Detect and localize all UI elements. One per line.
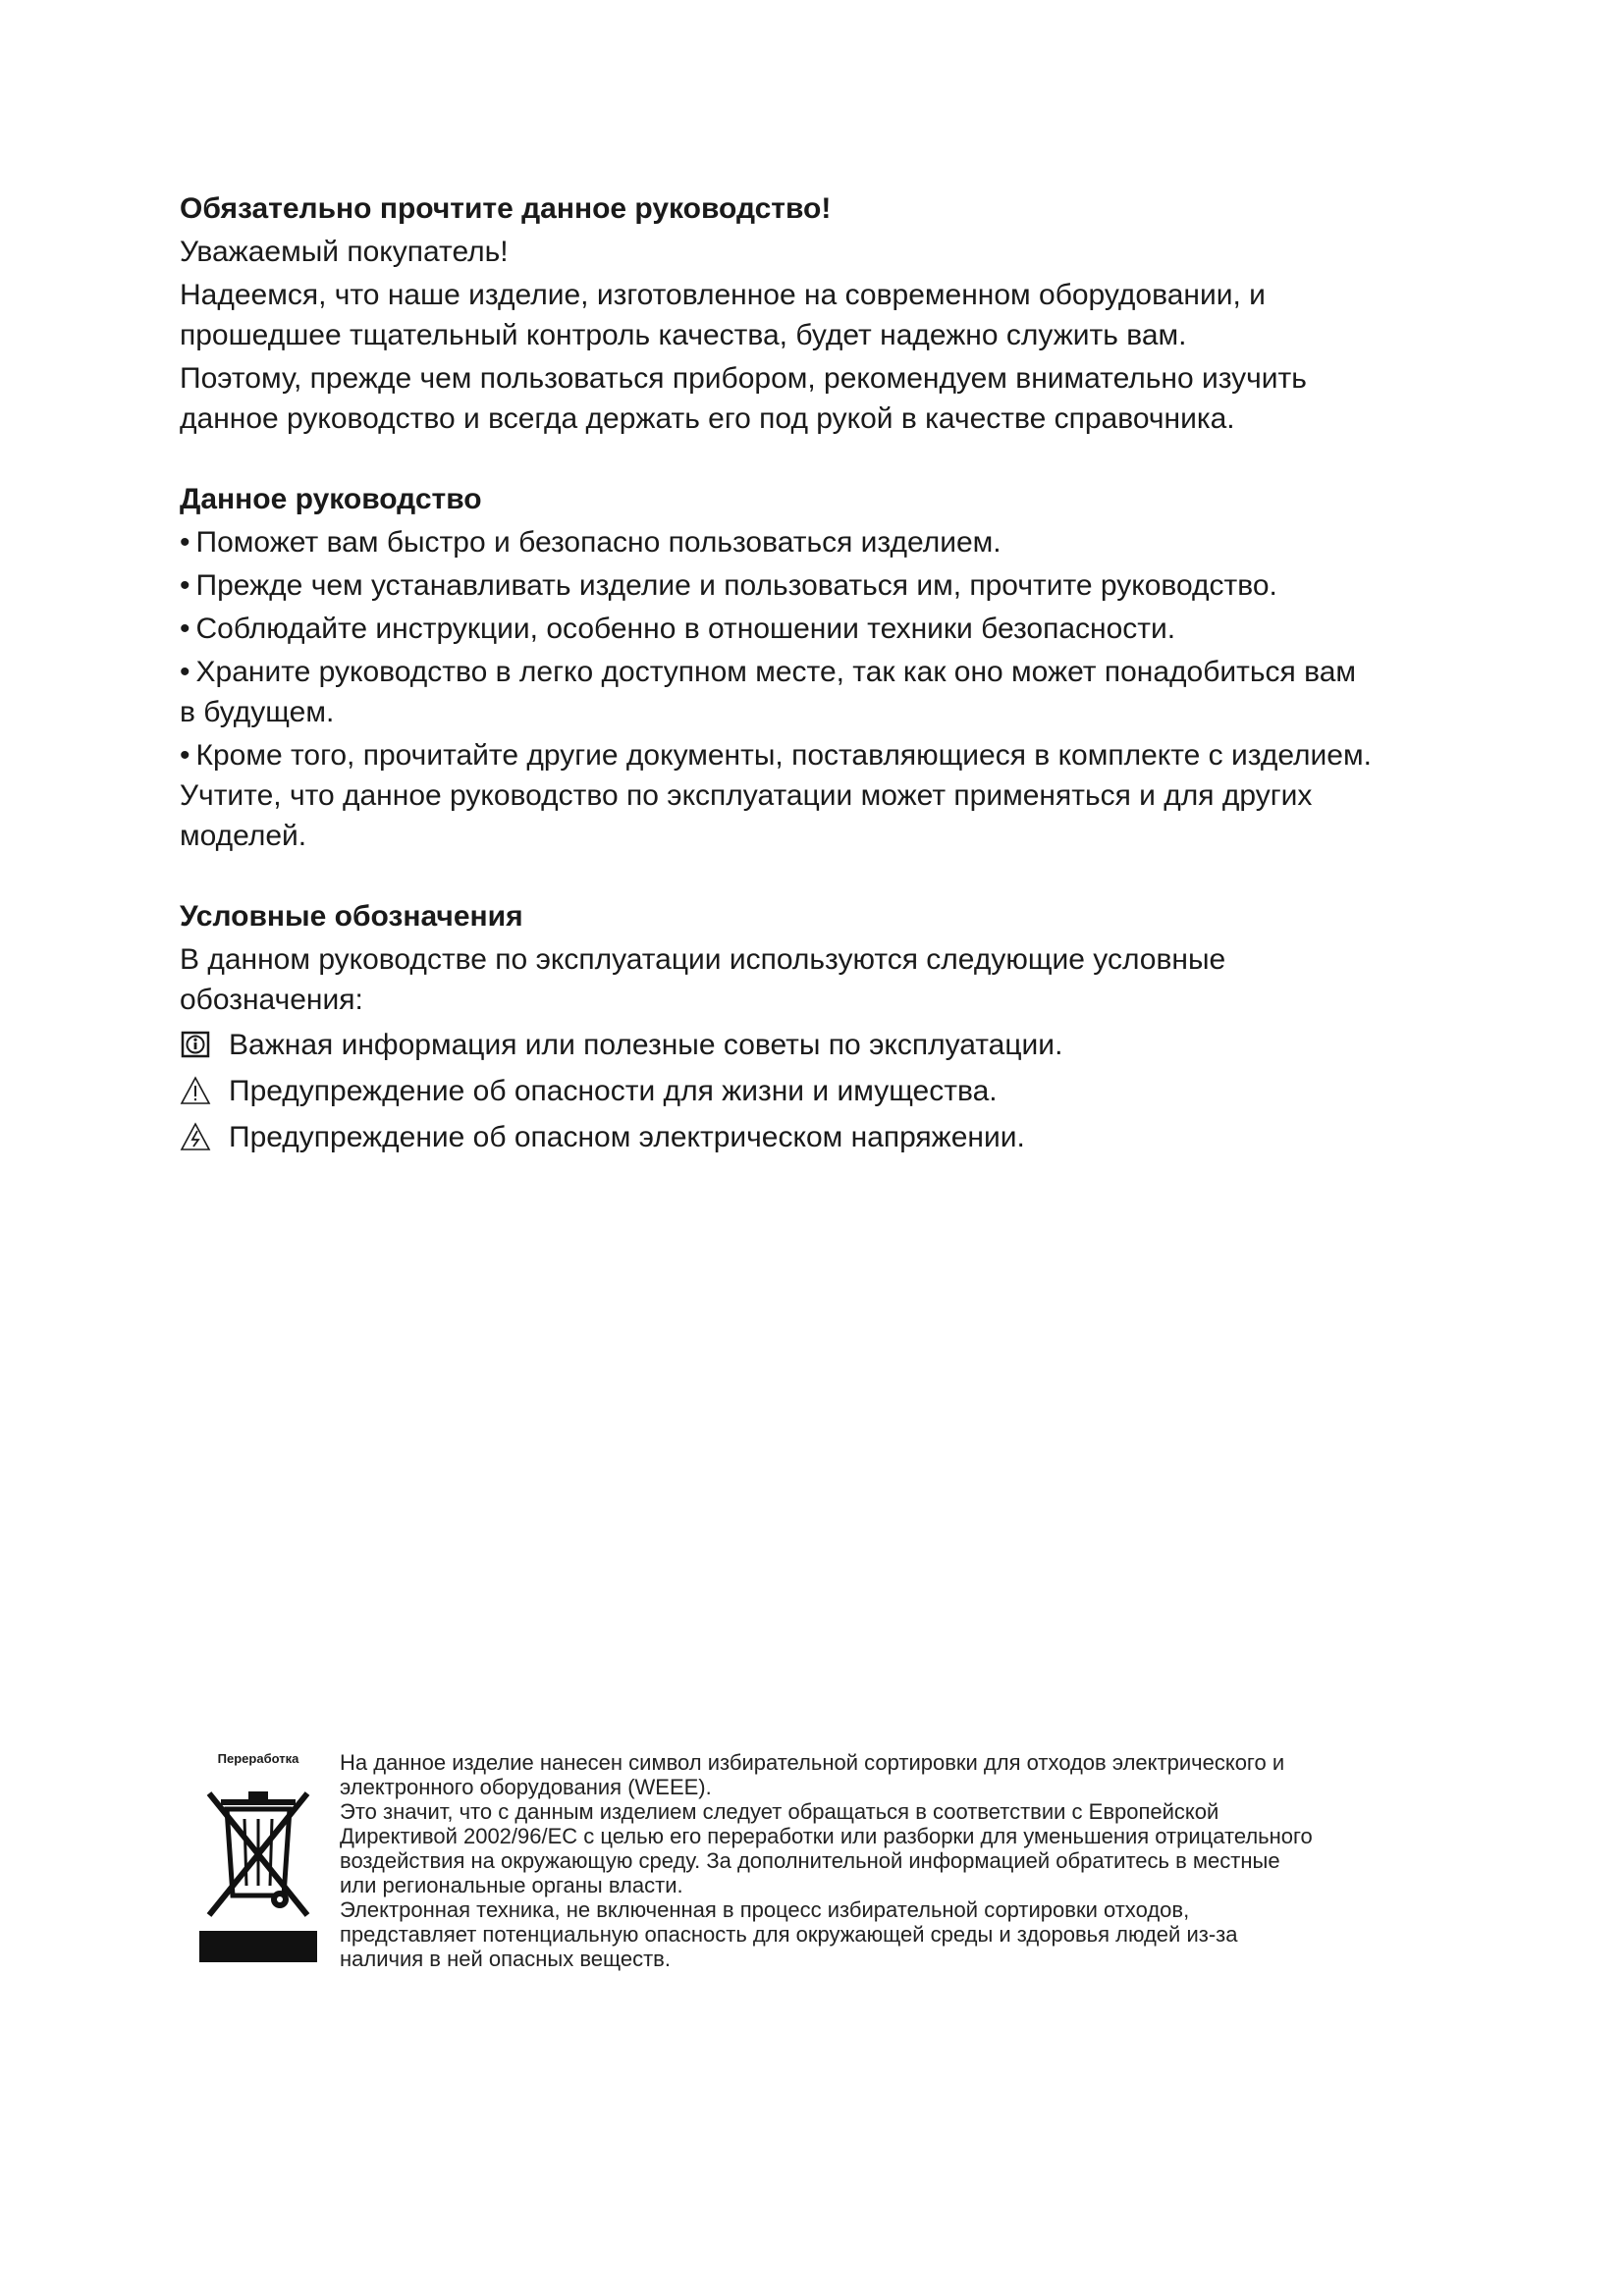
weee-line: На данное изделие нанесен символ избирательной сортировки для отходов электрического и	[340, 1750, 1285, 1775]
weee-line: Это значит, что с данным изделием следует обращаться в соответствии с Европейской	[340, 1799, 1219, 1824]
intro-paragraph-2-line-1: Поэтому, прежде чем пользоваться прибором, рекомендуем внимательно изучить	[180, 362, 1307, 395]
info-icon	[180, 1029, 211, 1060]
weee-line: Электронная техника, не включенная в процесс избирательной сортировки отходов,	[340, 1897, 1190, 1922]
greeting: Уважаемый покупатель!	[180, 236, 509, 268]
symbols-intro-line-2: обозначения:	[180, 984, 363, 1016]
bullet: •	[180, 739, 190, 772]
guide-item-2-text: Прежде чем устанавливать изделие и пользоваться им, прочтите руководство.	[195, 569, 1277, 602]
symbols-heading: Условные обозначения	[180, 900, 523, 933]
symbol-row-electrical	[180, 1115, 1476, 1158]
guide-item-3-text: Соблюдайте инструкции, особенно в отношении техники безопасности.	[195, 613, 1176, 645]
guide-heading: Данное руководство	[180, 483, 482, 515]
weee-line: или региональные органы власти.	[340, 1873, 683, 1897]
guide-item-4-line-1: Храните руководство в легко доступном месте, так как оно может понадобиться вам	[195, 656, 1357, 688]
intro-paragraph-1	[180, 275, 1476, 355]
guide-note-line-1: Учтите, что данное руководство по эксплуатации может применяться и для других	[180, 779, 1313, 812]
guide-item-3	[180, 609, 1476, 649]
guide-item-1	[180, 522, 1476, 562]
guide-item-1-text: Поможет вам быстро и безопасно пользоваться изделием.	[195, 526, 1001, 559]
bullet: •	[180, 656, 190, 688]
page-title: Обязательно прочтите данное руководство!	[180, 192, 832, 225]
intro-paragraph-2-line-2: данное руководство и всегда держать его под рукой в качестве справочника.	[180, 402, 1235, 435]
bullet: •	[180, 613, 190, 645]
weee-line: представляет потенциальную опасность для окружающей среды и здоровья людей из-за	[340, 1922, 1238, 1947]
weee-line: Директивой 2002/96/EC с целью его переработки или разборки для уменьшения отрицательного	[340, 1824, 1313, 1848]
intro-paragraph-1-line-1: Надеемся, что наше изделие, изготовленное на современном оборудовании, и	[180, 279, 1266, 311]
weee-icon-label: Переработка	[217, 1751, 299, 1766]
guide-item-2	[180, 565, 1476, 606]
weee-icon-column	[199, 1750, 317, 1964]
guide-item-4-line-2: в будущем.	[180, 696, 335, 728]
weee-line: воздействия на окружающую среду. За дополнительной информацией обратитесь в местные	[340, 1848, 1280, 1873]
symbol-electrical-text: Предупреждение об опасном электрическом напряжении.	[229, 1120, 1025, 1153]
warning-triangle-icon	[180, 1075, 211, 1106]
symbol-row-info	[180, 1023, 1476, 1066]
symbols-intro-line-1: В данном руководстве по эксплуатации используются следующие условные	[180, 943, 1226, 976]
symbols-intro	[180, 939, 1476, 1020]
weee-line: электронного оборудования (WEEE).	[340, 1775, 712, 1799]
bullet: •	[180, 569, 190, 602]
crossed-out-wheelie-bin-icon	[199, 1778, 317, 1964]
weee-line: наличия в ней опасных веществ.	[340, 1947, 671, 1971]
main-content	[180, 188, 1476, 1161]
guide-item-5-text: Кроме того, прочитайте другие документы, поставляющиеся в комплекте с изделием.	[195, 739, 1372, 772]
symbol-row-warning	[180, 1069, 1476, 1112]
electrical-warning-icon	[180, 1121, 211, 1152]
bullet: •	[180, 526, 190, 559]
guide-note-line-2: моделей.	[180, 820, 307, 852]
guide-item-4	[180, 652, 1476, 732]
symbol-info-text: Важная информация или полезные советы по эксплуатации.	[229, 1028, 1063, 1061]
weee-text	[340, 1750, 1498, 1971]
symbol-warning-text: Предупреждение об опасности для жизни и имущества.	[229, 1074, 998, 1107]
guide-item-5	[180, 735, 1476, 856]
intro-paragraph-2	[180, 358, 1476, 439]
intro-paragraph-1-line-2: прошедшее тщательный контроль качества, будет надежно служить вам.	[180, 319, 1187, 351]
